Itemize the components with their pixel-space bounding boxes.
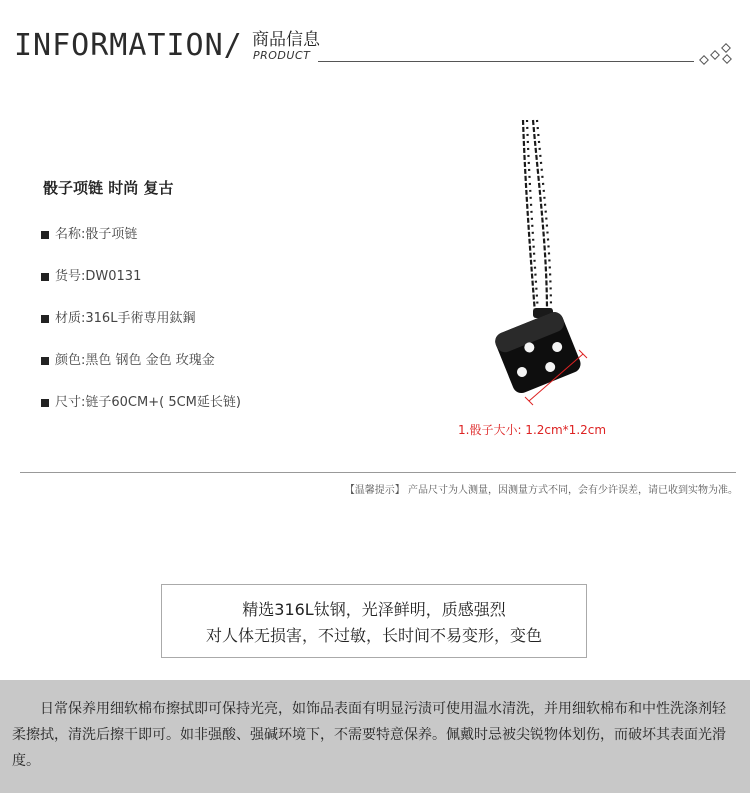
spec-label: 颜色: xyxy=(55,353,86,368)
bullet-icon xyxy=(41,273,49,281)
spec-label: 材质: xyxy=(55,311,86,326)
spec-value: 链子60CM+( 5CM延长链) xyxy=(85,395,241,410)
bullet-icon xyxy=(41,357,49,365)
spec-row-name xyxy=(41,226,137,244)
care-text: 日常保养用细软棉布擦拭即可保持光亮，如饰品表面有明显污渍可使用温水清洗，并用细软棉布和中性洗涤剂轻柔擦拭，清洗后擦干即可。如非强酸、强碱环境下，不需要特意保养。佩戴时忌被尖锐物体划伤，而破坏其表面光滑度。 xyxy=(12,701,726,769)
bullet-icon xyxy=(41,315,49,323)
spec-value: 316L手術専用鈦鋼 xyxy=(85,311,196,326)
spec-row-sku xyxy=(41,268,141,286)
dice-size-label: 1.骰子大小: 1.2cm*1.2cm xyxy=(458,423,607,437)
spec-label: 名称: xyxy=(55,227,86,242)
measurement-tip: 【温馨提示】 产品尺寸为人测量，因测量方式不同，会有少许误差，请已收到实物为准。 xyxy=(344,485,738,496)
spec-row-size xyxy=(41,394,241,412)
feature-line-2: 对人体无损害，不过敏，长时间不易变形，变色 xyxy=(205,626,542,645)
spec-value: 黑色 钢色 金色 玫瑰金 xyxy=(85,353,215,368)
header-rule xyxy=(318,61,694,62)
spec-row-color xyxy=(41,352,215,370)
section-title: INFORMATION/ xyxy=(14,28,243,63)
dice-pendant-image xyxy=(455,118,655,448)
spec-label: 尺寸: xyxy=(55,395,86,410)
diamonds-decoration-icon xyxy=(698,40,738,70)
bullet-icon xyxy=(41,231,49,239)
product-title: 骰子项链 时尚 复古 xyxy=(43,179,174,197)
bullet-icon xyxy=(41,399,49,407)
feature-box xyxy=(161,584,587,658)
spec-row-material xyxy=(41,310,195,328)
section-title-cn: 商品信息 xyxy=(252,30,320,50)
section-divider xyxy=(20,472,736,473)
spec-value: 骰子项链 xyxy=(85,227,138,242)
spec-label: 货号: xyxy=(55,269,86,284)
feature-line-1: 精选316L钛钢，光泽鲜明，质感强烈 xyxy=(242,600,506,619)
section-title-en: PRODUCT xyxy=(253,49,311,62)
spec-value: DW0131 xyxy=(85,269,142,284)
care-instructions xyxy=(0,680,750,793)
